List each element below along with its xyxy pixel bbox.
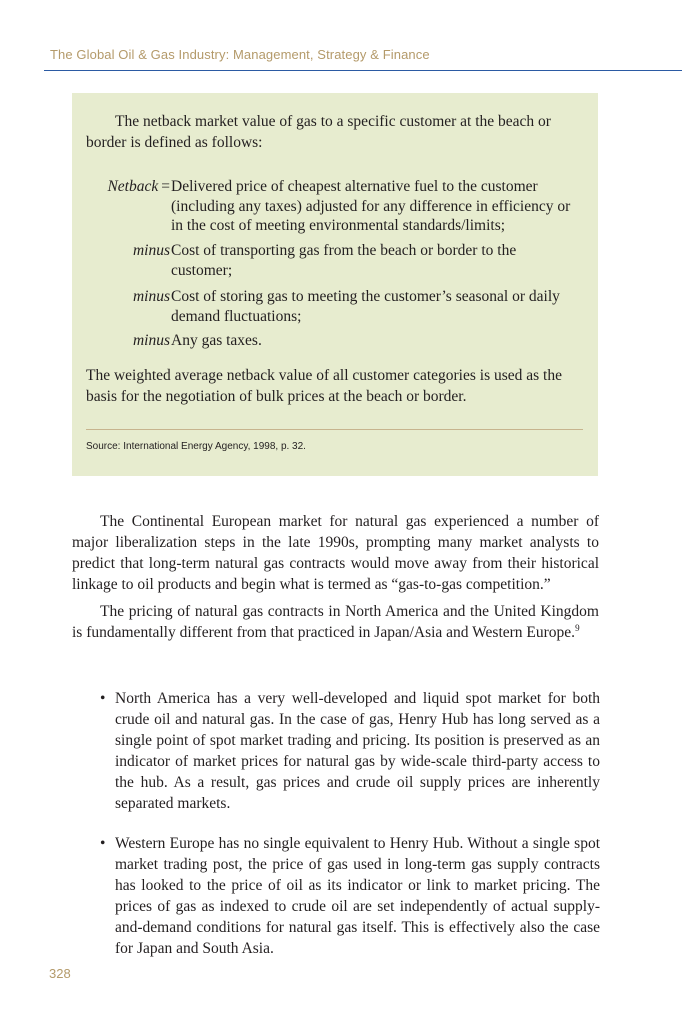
running-head: The Global Oil & Gas Industry: Management, Strategy & Finance bbox=[50, 47, 430, 62]
header-rule bbox=[44, 70, 682, 71]
bullet-text: North America has a very well-developed and liquid spot market for both crude oil and natural gas. In the case of gas, Henry Hub has long served as a single point of spot market trading and pricing. Its position is preserved as an indicator of market prices for natural gas by wide-scale third-party access to the hub. As a result, gas prices and crude oil supply prices are inherently separated markets. bbox=[115, 690, 600, 812]
definition-text: Cost of storing gas to meeting the customer’s seasonal or daily demand fluctuations; bbox=[171, 288, 560, 325]
bullet-icon: • bbox=[100, 835, 106, 852]
source-citation: Source: International Energy Agency, 1998, p. 32. bbox=[86, 441, 306, 452]
definition-term: Netback = bbox=[107, 178, 170, 195]
definition-term: minus bbox=[132, 332, 170, 349]
page-number: 328 bbox=[49, 966, 71, 981]
box-rule bbox=[86, 429, 583, 430]
definition-text: Any gas taxes. bbox=[171, 332, 262, 349]
definition-term: minus bbox=[132, 242, 170, 259]
definition-text: Delivered price of cheapest alternative fuel to the customer (including any taxes) adjusted for any difference in efficiency or in the cost of meeting environmental standards/limits; bbox=[171, 178, 571, 234]
netback-definition-box bbox=[72, 93, 598, 476]
definition-term: minus bbox=[132, 288, 170, 305]
box-intro: The netback market value of gas to a specific customer at the beach or border is defined as follows: bbox=[86, 113, 551, 151]
bullet-icon: • bbox=[100, 690, 106, 707]
definition-text: Cost of transporting gas from the beach or border to the customer; bbox=[171, 242, 517, 279]
box-conclusion: The weighted average netback value of all customer categories is used as the basis for the negotiation of bulk prices at the beach or border. bbox=[86, 367, 562, 405]
body-paragraph: The Continental European market for natural gas experienced a number of major liberalization steps in the late 1990s, prompting many market analysts to predict that long-term natural gas contracts would move away from their historical linkage to oil products and begin what is termed as “gas-to-gas competition.” bbox=[72, 513, 599, 593]
bullet-text: Western Europe has no single equivalent to Henry Hub. Without a single spot market trading post, the price of gas used in long-term gas supply contracts has looked to the price of oil as its indicator or link to market pricing. The prices of gas as indexed to crude oil are set independently of actual supply-and-demand conditions for natural gas itself. This is effectively also the case for Japan and South Asia. bbox=[115, 835, 600, 957]
body-paragraph: The pricing of natural gas contracts in North America and the United Kingdom is fundamentally different from that practiced in Japan/Asia and Western Europe.$^9$ bbox=[72, 603, 599, 641]
footnote-reference: 9 bbox=[575, 622, 580, 633]
